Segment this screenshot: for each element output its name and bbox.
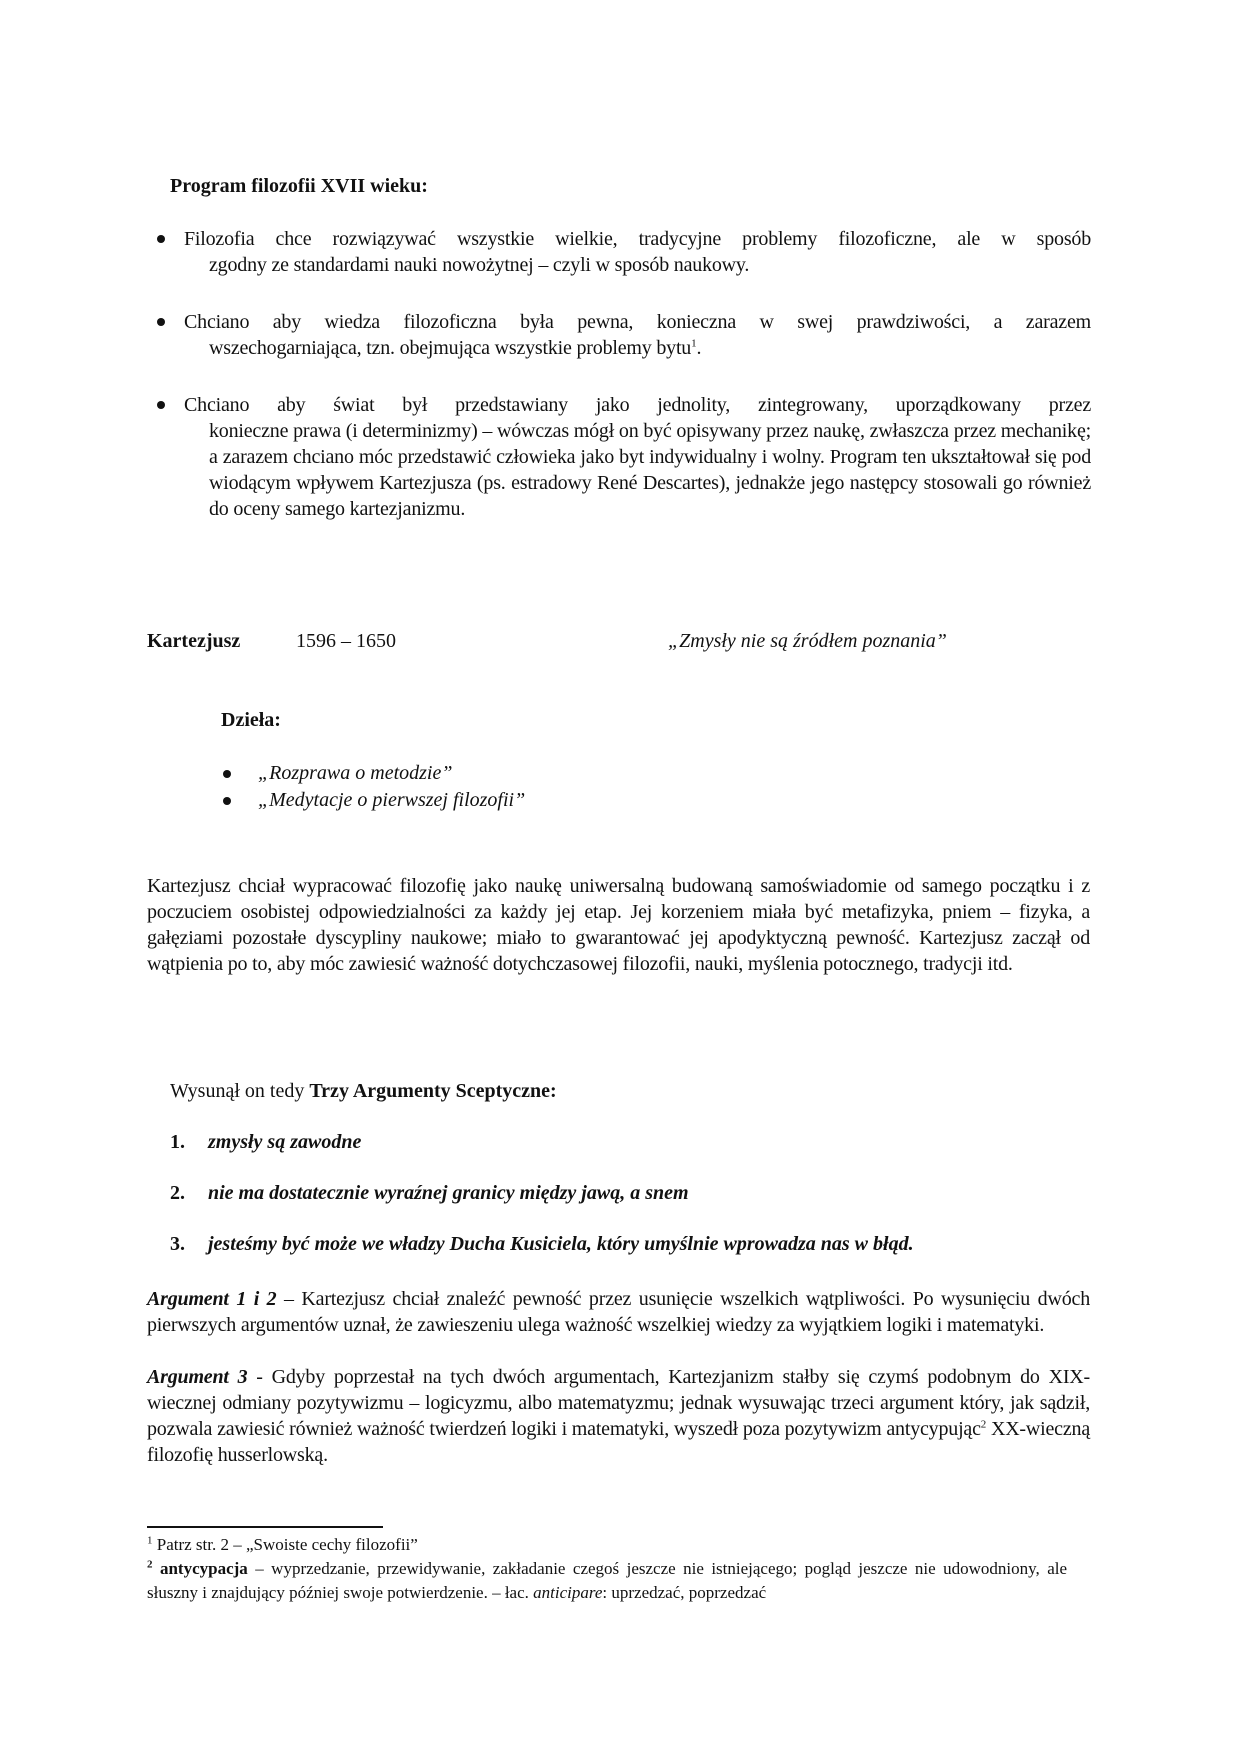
kartezjusz-paragraph: Kartezjusz chciał wypracować filozofię jako naukę uniwersalną budowaną samoświadomie od samego początku i z poczuciem osobistej odpowiedzialności za każdy jej etap. Jej korzeniem miała być metafizyka, pniem – fizyka, a gałęziami pozostałe dyscypliny naukowe; miało to gwarantować jej apodyktyczną pewność. Kartezjusz zaczął od wątpienia po to, aby móc zawiesić ważność dotychczasowej filozofii, nauki, myślenia potocznego, tradycji itd. (147, 875, 1090, 975)
bullet-continuation: konieczne prawa (i determinizmy) – wówczas mógł on być opisywany przez naukę, zwłaszcza przez mechanikę; a zarazem chciano móc przedstawić człowieka jako byt indywidualny i wolny. Program ten ukształtował się pod wiodącym wpływem Kartezjusza (ps. estradowy René Descartes), jednakże jego następcy stosowali go również do oceny samego kartezjanizmu. (209, 420, 1091, 520)
footnote-2: $^2$ antycypacja – wyprzedzanie, przewidywanie, zakładanie czegoś jeszcze nie istniejącego; pogląd jeszcze nie udowodniony, ale słuszny i znajdujący później swoje potwierdzenie. – łac. anticipare: uprzedzać, poprzedzać (147, 1558, 1068, 1602)
footnote-ref[interactable]: 2 (980, 1418, 987, 1431)
philosopher-name: Kartezjusz (147, 630, 241, 652)
bullet-icon (223, 770, 231, 778)
bullet-continuation: zgodny ze standardami nauki nowożytnej – czyli w sposób naukowy. (209, 254, 750, 276)
bullet-list-item (157, 226, 1091, 278)
bullet-first-line: Filozofia chce rozwiązywać wszystkie wielkie, tradycyjne problemy filozoficzne, ale w sposób (184, 228, 1091, 250)
works-heading: Dzieła: (221, 709, 281, 731)
bullet-list-item (157, 309, 1091, 361)
philosopher-motto: „Zmysły nie są źródłem poznania” (668, 630, 947, 652)
footnote-separator (147, 1526, 383, 1528)
bullet-first-line: Chciano aby świat był przedstawiany jako jednolity, zintegrowany, uporządkowany przez (184, 394, 1091, 416)
bullet-icon (157, 318, 165, 326)
section-heading-program: Program filozofii XVII wieku: (170, 175, 428, 197)
argument-1-2-paragraph: Argument 1 i 2 – Kartezjusz chciał znaleźć pewność przez usunięcie wszelkich wątpliwości. Po wysunięciu dwóch pierwszych argumentów uznał, że zawieszeniu ulega ważność wszelkiej wiedzy za wyjątkiem logiki i matematyki. (147, 1288, 1090, 1336)
bullet-first-line: Chciano aby wiedza filozoficzna była pewna, konieczna w swej prawdziwości, a zarazem (184, 311, 1091, 333)
argument-item: 3. jesteśmy być może we władzy Ducha Kusiciela, który umyślnie wprowadza nas w błąd. (170, 1233, 914, 1255)
bullet-icon (223, 797, 231, 805)
bullet-continuation: wszechogarniająca, tzn. obejmująca wszystkie problemy bytu$^1$. (209, 337, 702, 359)
footnote-ref[interactable]: 1 (691, 337, 697, 350)
bullet-icon (157, 235, 165, 243)
argument-item: 1. zmysły są zawodne (170, 1131, 362, 1153)
argument-3-paragraph: Argument 3 - Gdyby poprzestał na tych dwóch argumentach, Kartezjanizm stałby się czymś podobnym do XIX-wiecznej odmiany pozytywizmu – logicyzmu, albo matematyzmu; jednak wysuwając trzeci argument który, jak sądził, pozwala zawiesić również ważność twierdzeń logiki i matematyki, wyszedł poza pozytywizm antycypując$^2$ XX-wieczną filozofię husserlowską. (147, 1366, 1090, 1466)
bullet-list-item (157, 392, 1091, 522)
argument-item: 2. nie ma dostatecznie wyraźnej granicy między jawą, a snem (170, 1182, 689, 1204)
arguments-intro: Wysunął on tedy Trzy Argumenty Sceptyczne: (170, 1080, 557, 1102)
bullet-icon (157, 401, 165, 409)
philosopher-years: 1596 – 1650 (296, 630, 396, 652)
footnote-1: $^1$ Patrz str. 2 – „Swoiste cechy filozofii” (147, 1534, 418, 1554)
